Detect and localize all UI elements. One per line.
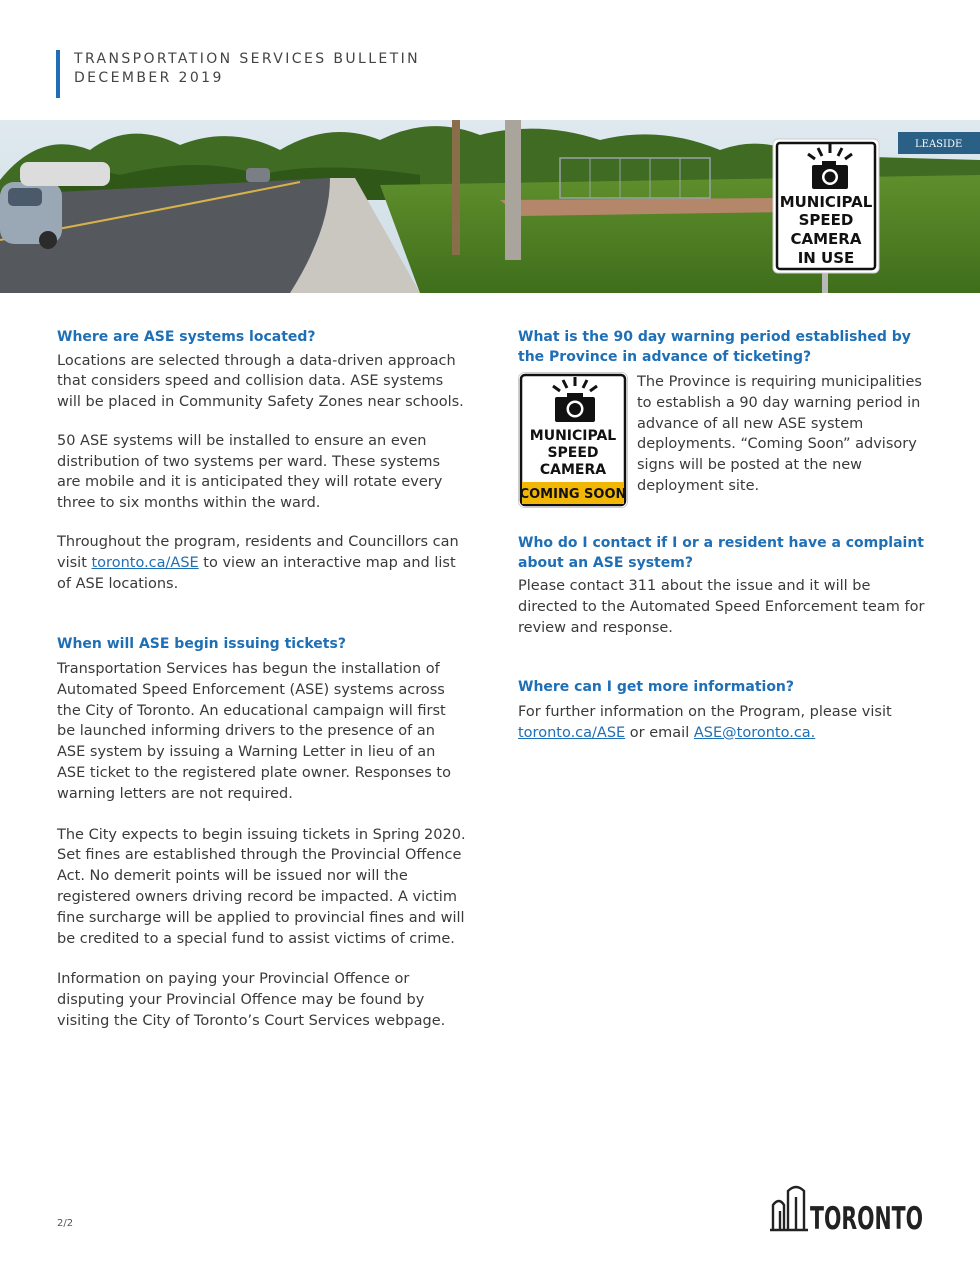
- coming-soon-sign: [518, 372, 628, 508]
- complaint-paragraph: Please contact 311 about the issue and it will be directed to the Automated Speed Enforcement team for review and response.: [518, 578, 925, 636]
- tickets-paragraph-2: The City expects to begin issuing tickets in Spring 2020. Set fines are established through the Provincial Offence Act. No demerit points will be issued nor will the registered owners driving record be impacted. A victim fine surcharge will be applied to provincial fines and will be credited to a special fund to assist victims of crime.: [57, 826, 466, 947]
- ase-map-link[interactable]: toronto.ca/ASE: [91, 554, 199, 571]
- sign-line-4: IN USE: [797, 249, 855, 267]
- left-column: [57, 328, 467, 1032]
- section-title-tickets: When will ASE begin issuing tickets?: [57, 636, 346, 653]
- section-title-more-info: Where can I get more information?: [518, 679, 795, 696]
- park-sign-text: LEASIDE: [915, 139, 963, 150]
- logo-wordmark: TORONTO: [810, 1201, 923, 1237]
- sign-line-1: MUNICIPAL: [779, 193, 873, 211]
- section-title-warning-period: What is the 90 day warning period established by the Province in advance of ticketing?: [518, 329, 911, 365]
- section-title-locations: Where are ASE systems located?: [57, 329, 316, 345]
- tickets-paragraph-3: Information on paying your Provincial Offence or disputing your Provincial Offence may be found by visiting the City of Toronto’s Court Services webpage.: [57, 971, 446, 1029]
- bulletin-header: [56, 50, 420, 98]
- bulletin-date: DECEMBER 2019: [74, 70, 224, 86]
- coming-soon-line-1: MUNICIPAL: [529, 428, 617, 444]
- right-column: [518, 328, 928, 743]
- more-info-paragraph: For further information on the Program, please visit toronto.ca/ASE or email ASE@toronto.ca.: [518, 703, 892, 741]
- warning-period-paragraph: The Province is requiring municipalities to establish a 90 day warning period in advance of all new ASE system deployments. “Coming Soon” advisory signs will be posted at the new deployment site.: [637, 374, 922, 494]
- speed-camera-sign: [773, 139, 879, 273]
- coming-soon-line-2: SPEED: [547, 445, 599, 461]
- coming-soon-line-3: CAMERA: [539, 462, 607, 478]
- tickets-paragraph-1: Transportation Services has begun the installation of Automated Speed Enforcement (ASE) systems across the City of Toronto. An educational campaign will first be launched informing drivers to the presence of an ASE system by issuing a Warning Letter in lieu of an ASE ticket to the registered plate owner. Responses to warning letters are not required.: [57, 660, 451, 802]
- warning-period-block: [518, 372, 928, 508]
- coming-soon-banner: COMING SOON: [519, 487, 627, 502]
- section-title-complaint: Who do I contact if I or a resident have a complaint about an ASE system?: [518, 535, 924, 571]
- page-number: 2/2: [57, 1218, 74, 1229]
- city-hall-icon: [770, 1187, 808, 1230]
- hero-photo: [0, 120, 980, 293]
- sign-line-2: SPEED: [798, 211, 854, 229]
- locations-paragraph-2: 50 ASE systems will be installed to ensure an even distribution of two systems per ward. These systems are mobile and it is anticipated they will rotate every three to six months within the ward.: [57, 432, 443, 512]
- toronto-logo: [770, 1183, 924, 1237]
- bulletin-title: TRANSPORTATION SERVICES BULLETIN: [74, 51, 421, 67]
- sign-line-3: CAMERA: [790, 230, 862, 248]
- locations-paragraph-1: Locations are selected through a data-driven approach that considers speed and collision data. ASE systems will be placed in Community Safety Zones near schools.: [57, 352, 464, 411]
- locations-paragraph-3: Throughout the program, residents and Councillors can visit toronto.ca/ASE to view an interactive map and list of ASE locations.: [57, 534, 459, 592]
- more-info-link[interactable]: toronto.ca/ASE: [518, 724, 626, 741]
- email-link[interactable]: ASE@toronto.ca.: [693, 724, 816, 741]
